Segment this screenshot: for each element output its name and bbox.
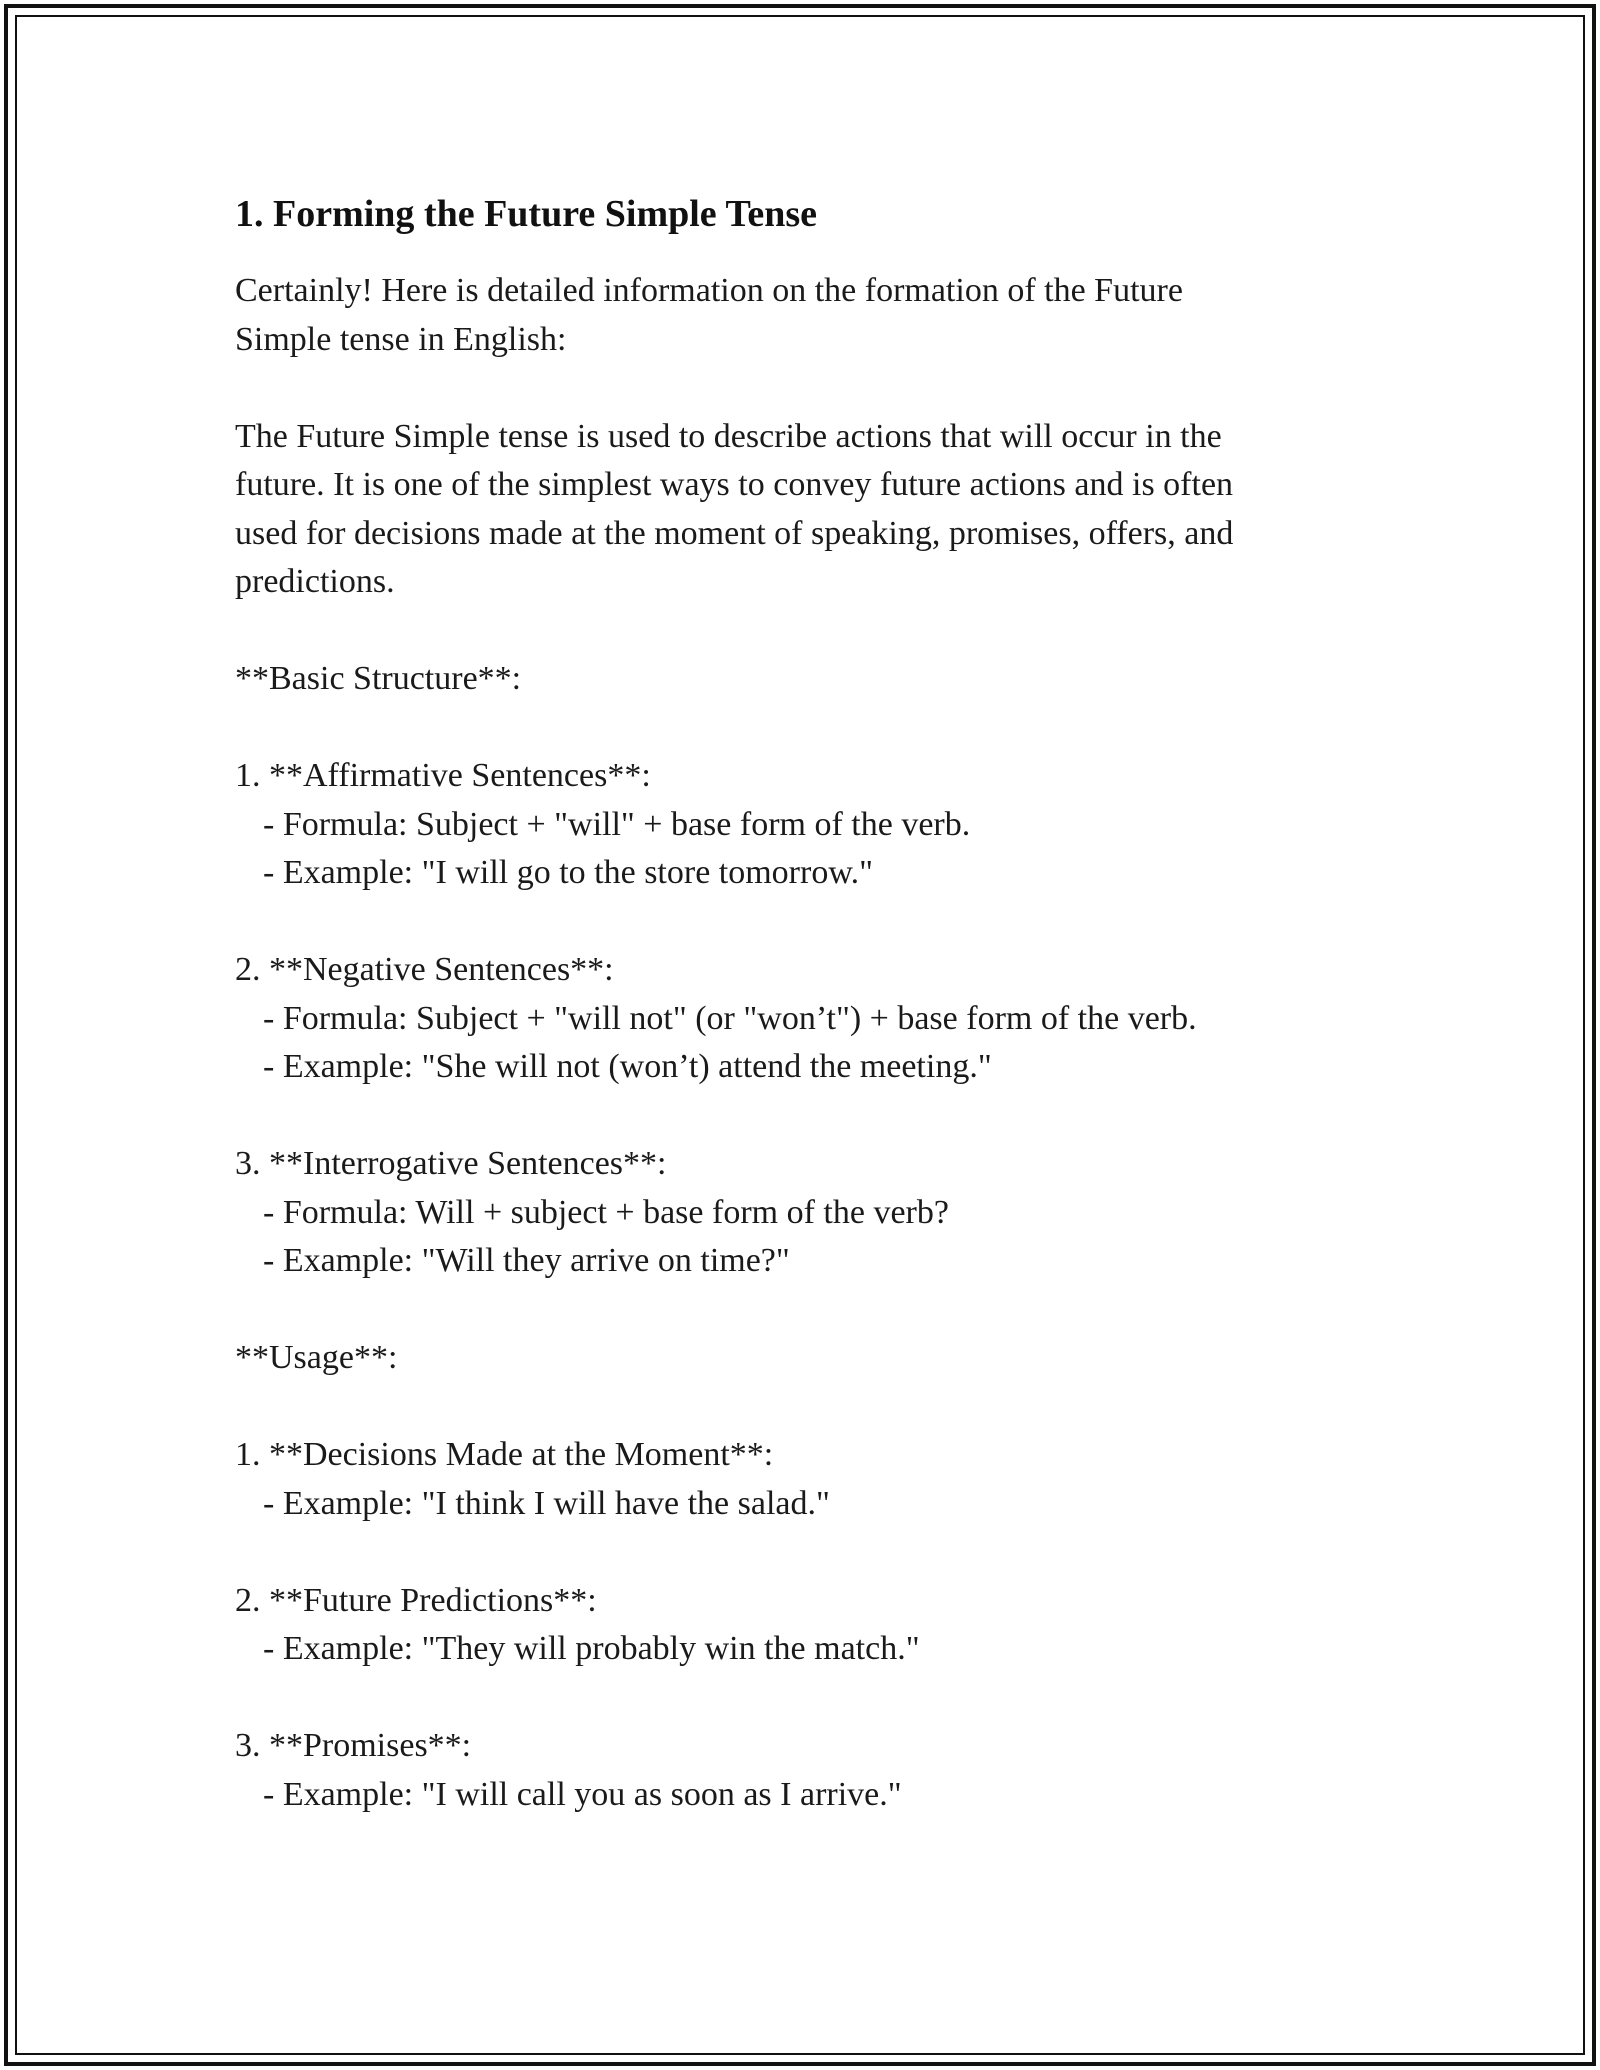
document-title: 1. Forming the Future Simple Tense — [235, 193, 817, 235]
description-paragraph — [235, 413, 1365, 607]
spacer — [235, 898, 1365, 947]
spacer — [235, 364, 1365, 413]
structure-item-label: 2. **Negative Sentences**: — [235, 951, 614, 988]
usage-item-promises — [235, 1722, 1365, 1819]
structure-item-affirmative — [235, 752, 1365, 898]
usage-item-label: 1. **Decisions Made at the Moment**: — [235, 1436, 774, 1473]
basic-structure-heading: **Basic Structure**: — [235, 660, 522, 697]
usage-item-example: - Example: "They will probably win the match." — [263, 1630, 920, 1667]
description-line: used for decisions made at the moment of speaking, promises, offers, and — [235, 514, 1234, 552]
document-body — [235, 185, 1365, 1819]
description-line: The Future Simple tense is used to describe actions that will occur in the — [235, 417, 1222, 455]
intro-line: Simple tense in English: — [235, 320, 567, 358]
usage-item-decisions — [235, 1431, 1365, 1528]
spacer — [235, 1092, 1365, 1141]
intro-line: Certainly! Here is detailed information on the formation of the Future — [235, 272, 1183, 309]
usage-item-example: - Example: "I think I will have the salad." — [263, 1484, 830, 1522]
structure-item-example: - Example: "I will go to the store tomorrow." — [263, 854, 874, 891]
structure-item-example: - Example: "Will they arrive on time?" — [263, 1242, 790, 1279]
structure-item-interrogative — [235, 1140, 1365, 1286]
usage-heading: **Usage**: — [235, 1339, 398, 1376]
spacer — [235, 704, 1365, 753]
structure-item-formula: - Formula: Subject + "will not" (or "won’t") + base form of the verb. — [263, 999, 1197, 1037]
structure-item-formula: - Formula: Will + subject + base form of the verb? — [263, 1193, 949, 1231]
usage-item-predictions — [235, 1577, 1365, 1674]
structure-item-example: - Example: "She will not (won’t) attend the meeting." — [263, 1048, 992, 1085]
description-line: future. It is one of the simplest ways to convey future actions and is often — [235, 466, 1234, 503]
structure-item-negative — [235, 946, 1365, 1092]
spacer — [235, 1674, 1365, 1723]
spacer — [235, 1528, 1365, 1577]
usage-item-label: 2. **Future Predictions**: — [235, 1581, 597, 1619]
intro-paragraph — [235, 267, 1365, 364]
description-line: predictions. — [235, 563, 395, 600]
spacer — [235, 1383, 1365, 1432]
structure-item-formula: - Formula: Subject + "will" + base form of the verb. — [263, 805, 971, 843]
spacer — [235, 1286, 1365, 1335]
spacer — [235, 607, 1365, 656]
usage-item-example: - Example: "I will call you as soon as I arrive." — [263, 1775, 902, 1813]
structure-item-label: 3. **Interrogative Sentences**: — [235, 1145, 667, 1182]
usage-item-label: 3. **Promises**: — [235, 1727, 472, 1764]
structure-item-label: 1. **Affirmative Sentences**: — [235, 757, 651, 794]
